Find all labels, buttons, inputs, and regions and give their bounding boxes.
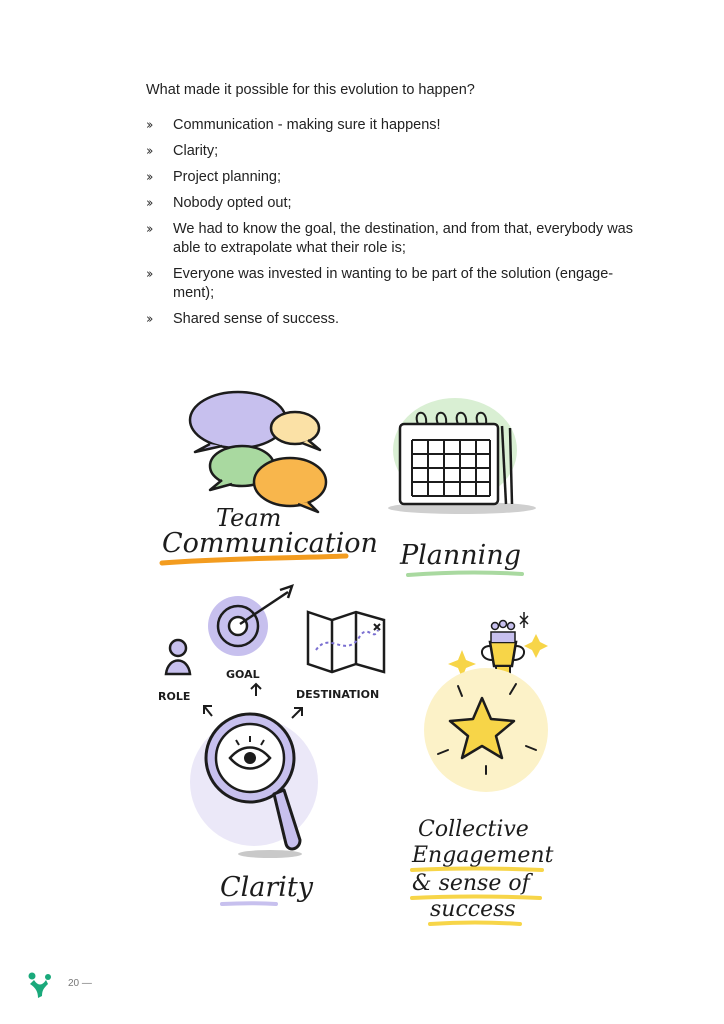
goal-label: GOAL xyxy=(226,668,260,681)
magnifier-eye-icon xyxy=(190,714,318,858)
communication-label: Communication xyxy=(162,528,378,559)
yellow-underline xyxy=(430,923,520,925)
calendar-icon xyxy=(388,398,536,514)
list-item: ›› Everyone was invested in wanting to be part of the solution (engage-ment); xyxy=(146,266,614,301)
list-item: ›› Project planning; xyxy=(146,169,282,185)
double-chevron-icon: ›› xyxy=(146,267,151,282)
double-chevron-icon: ›› xyxy=(146,118,151,133)
list-item: ›› Nobody opted out; xyxy=(146,195,292,211)
double-chevron-icon: ›› xyxy=(146,170,151,185)
speech-bubbles-icon xyxy=(190,392,326,512)
collective-label: Collective xyxy=(418,817,529,842)
brand-logo-icon xyxy=(26,970,54,1000)
list-item: ›› We had to know the goal, the destination, and from that, everybody was able to extrapolate what their role is; xyxy=(146,221,633,256)
illustration xyxy=(150,380,570,940)
arrow-up-icon xyxy=(251,684,261,696)
team-label: Team xyxy=(216,504,282,532)
purple-underline xyxy=(222,903,276,904)
arrow-up-right-icon xyxy=(292,708,302,718)
page-number: 20 — xyxy=(68,978,92,989)
yellow-underline xyxy=(412,869,542,871)
pawn-icon xyxy=(166,640,190,674)
clarity-label: Clarity xyxy=(220,872,314,903)
list-item: ›› Shared sense of success. xyxy=(146,311,340,327)
map-icon xyxy=(308,612,384,672)
intro-text: What made it possible for this evolution to happen? xyxy=(146,82,475,98)
role-label: ROLE xyxy=(158,690,191,703)
bullet-list xyxy=(146,116,646,336)
arrow-up-left-icon xyxy=(204,706,212,716)
star-icon xyxy=(424,668,548,792)
double-chevron-icon: ›› xyxy=(146,196,151,211)
list-item: ›› Communication - making sure it happens! xyxy=(146,117,441,133)
double-chevron-icon: ›› xyxy=(146,144,151,159)
list-item: ›› Clarity; xyxy=(146,143,219,159)
double-chevron-icon: ›› xyxy=(146,222,151,237)
engagement-label: Engagement xyxy=(412,843,554,868)
double-chevron-icon: ›› xyxy=(146,312,151,327)
planning-label: Planning xyxy=(400,540,521,571)
green-underline xyxy=(408,573,522,575)
sense-label: & sense of xyxy=(412,871,530,896)
destination-label: DESTINATION xyxy=(296,688,380,701)
target-icon xyxy=(208,586,292,656)
success-label: success xyxy=(430,897,516,922)
